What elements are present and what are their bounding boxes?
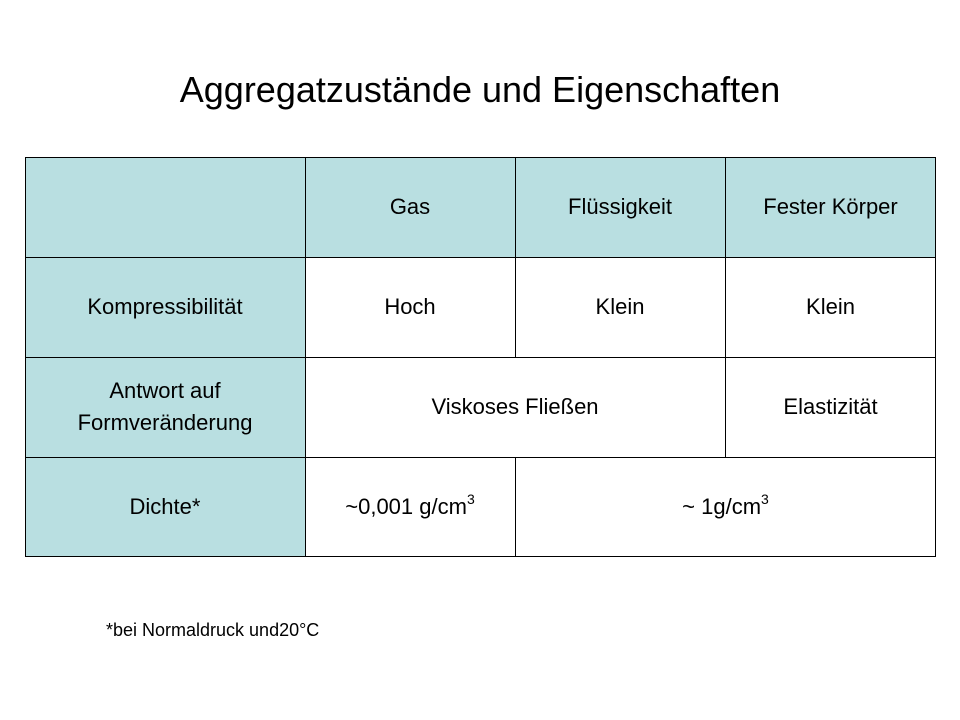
density-gas-exponent: 3 — [466, 490, 475, 507]
header-solid — [725, 157, 936, 257]
table-row — [25, 357, 936, 457]
header-empty-cell — [25, 157, 305, 257]
cell-compressibility-solid: Klein — [725, 257, 936, 357]
table-header-row — [25, 157, 936, 257]
row-label-compressibility: Kompressibilität — [25, 257, 305, 357]
density-condensed-value: ~ $1g/cm^3$ — [682, 490, 769, 519]
footnote: *bei Normaldruck und20°C — [106, 620, 320, 640]
density-gas-value: ~0,001 $g/cm^3$ — [345, 490, 475, 519]
header-liquid: Flüssigkeit — [515, 157, 725, 257]
properties-table — [25, 157, 936, 557]
header-gas: Gas — [305, 157, 515, 257]
density-condensed-exponent: 3 — [761, 490, 769, 507]
cell-density-condensed — [515, 457, 936, 557]
slide-title: Aggregatzustände und Eigenschaften — [179, 69, 781, 110]
cell-shape-response-solid: Elastizität — [725, 357, 936, 457]
cell-density-gas — [305, 457, 515, 557]
row-label-shape-response — [25, 357, 305, 457]
row-label-density: Dichte* — [25, 457, 305, 557]
cell-compressibility-liquid: Klein — [515, 257, 725, 357]
table-row — [25, 457, 936, 557]
cell-shape-response-fluid: Viskoses Fließen — [305, 357, 725, 457]
header-solid-label: Fester Körper — [763, 194, 898, 219]
cell-compressibility-gas: Hoch — [305, 257, 515, 357]
row-label-shape-response-text: Antwort auf Formveränderung — [77, 378, 253, 435]
table-row — [25, 257, 936, 357]
